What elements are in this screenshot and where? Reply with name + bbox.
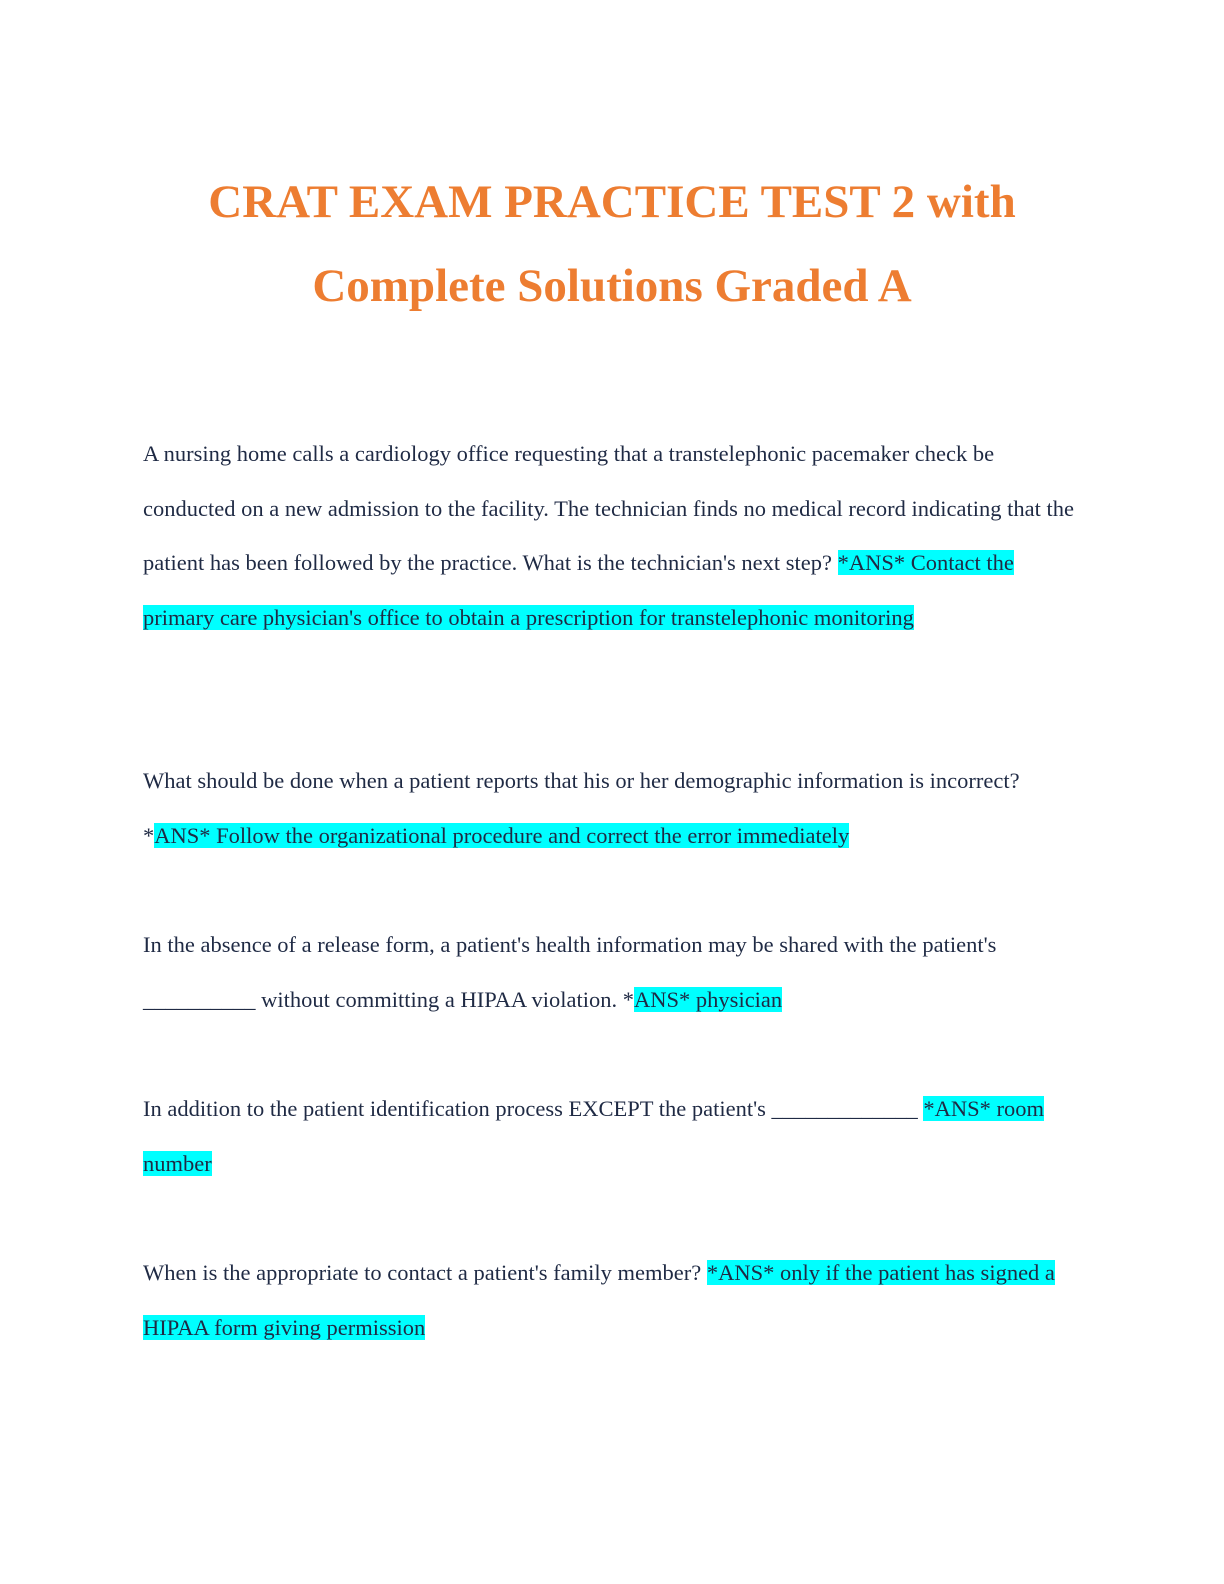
question-text: In the absence of a release form, a patient's health information may be shared with the patient's __________ without committing a HIPAA violation. * <box>143 932 997 1012</box>
answer-highlight: *ANS* Contact the primary care physician's office to obtain a prescription for transtelephonic monitoring <box>143 550 1014 630</box>
question-text: What should be done when a patient reports that his or her demographic information is incorrect? * <box>143 768 1020 848</box>
qa-item-4 <box>143 1082 1083 1191</box>
qa-item-1 <box>143 427 1083 645</box>
title-line-1: CRAT EXAM PRACTICE TEST 2 with <box>208 176 1016 228</box>
qa-item-2 <box>143 754 1083 863</box>
qa-item-5 <box>143 1246 1083 1355</box>
qa-item-3 <box>143 918 1083 1027</box>
answer-highlight: *ANS* room number <box>143 1096 1045 1176</box>
answer-highlight: ANS* physician <box>634 986 783 1012</box>
answer-highlight: *ANS* only if the patient has signed a HIPAA form giving permission <box>143 1260 1055 1340</box>
question-text: In addition to the patient identification process EXCEPT the patient's _____________ <box>143 1096 924 1121</box>
question-text: When is the appropriate to contact a patient's family member? <box>143 1260 707 1285</box>
answer-highlight: ANS* Follow the organizational procedure and correct the error immediately <box>154 822 850 848</box>
question-text: A nursing home calls a cardiology office requesting that a transtelephonic pacemaker check be conducted on a new admission to the facility. The technician finds no medical record indicating that the patient has been followed by the practice. What is the technician's next step? <box>143 441 1074 576</box>
document-title <box>0 160 1224 328</box>
title-line-2: Complete Solutions Graded A <box>312 260 912 312</box>
